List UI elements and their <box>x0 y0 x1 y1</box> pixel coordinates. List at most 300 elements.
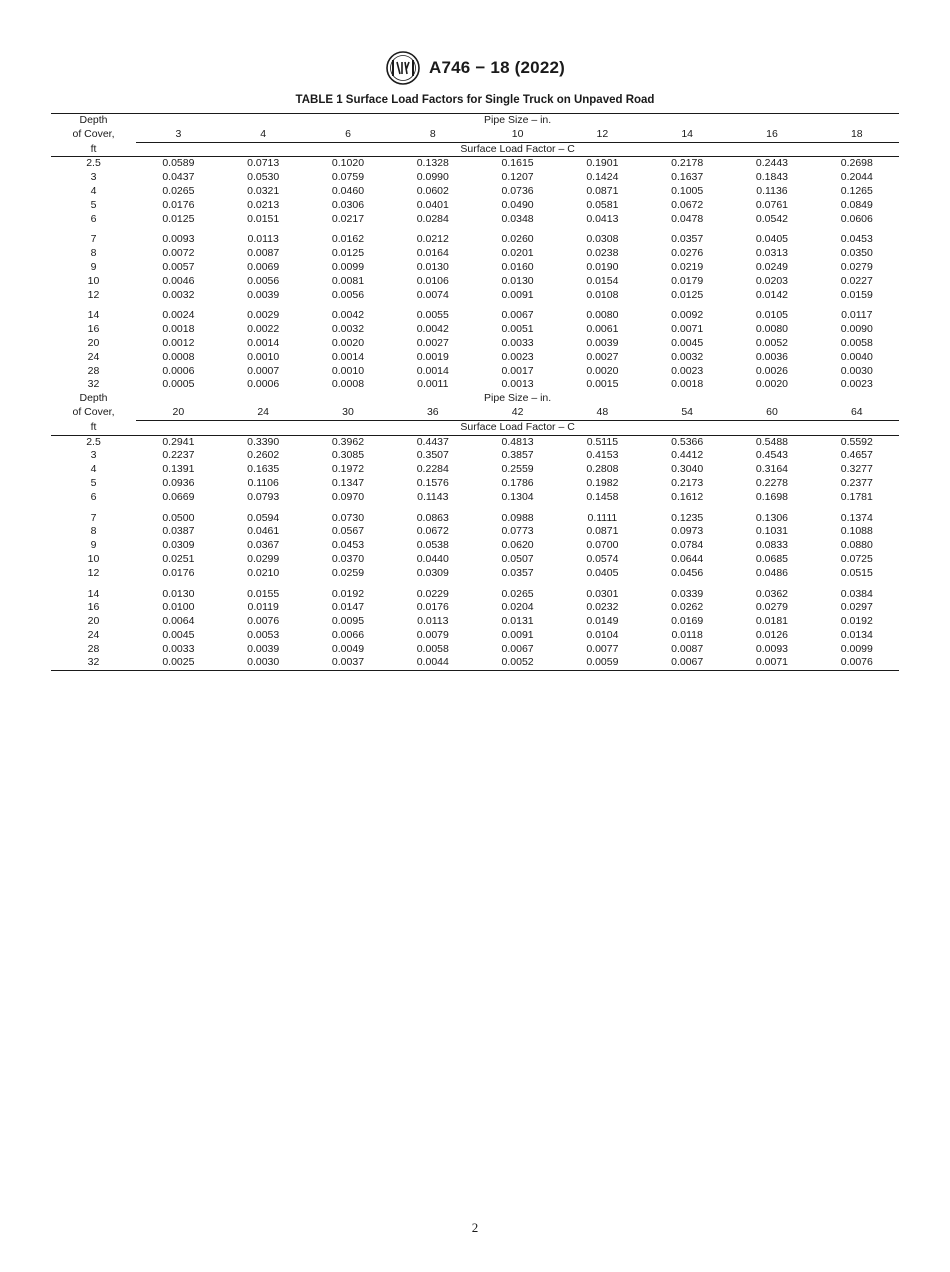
load-factor-cell: 0.0217 <box>331 212 365 225</box>
load-factor-cell: 0.0033 <box>162 642 195 655</box>
load-factor-cell: 0.0602 <box>416 184 449 197</box>
load-factor-cell: 0.0099 <box>840 642 873 655</box>
load-factor-cell: 0.0010 <box>331 364 365 377</box>
load-factor-cell: 0.0265 <box>501 587 534 600</box>
table-row <box>51 185 899 199</box>
load-factor-cell: 0.0761 <box>755 198 789 211</box>
load-factor-cell: 0.0574 <box>586 552 619 565</box>
load-factor-cell: 0.0091 <box>501 628 534 641</box>
depth-cell: 24 <box>87 628 100 641</box>
depth-cell: 4 <box>90 463 97 476</box>
load-factor-cell: 0.0313 <box>755 247 789 260</box>
load-factor-cell: 0.1136 <box>756 184 788 197</box>
group-spacer <box>51 581 899 588</box>
load-factor-cell: 0.0348 <box>501 212 534 225</box>
load-factor-cell: 0.0142 <box>755 288 789 301</box>
load-factor-cell: 0.1328 <box>416 157 449 170</box>
load-factor-cell: 0.0151 <box>247 212 280 225</box>
load-factor-cell: 0.0713 <box>247 157 280 170</box>
load-factor-cell: 0.3085 <box>331 449 365 462</box>
load-factor-cell: 0.1612 <box>671 490 704 503</box>
pipe-size-header: 12 <box>560 128 645 142</box>
load-factor-cell: 0.0880 <box>840 539 873 552</box>
load-factor-cell: 0.0005 <box>162 378 195 391</box>
load-factor-cell: 0.0773 <box>501 525 534 538</box>
load-factor-cell: 0.0453 <box>331 539 365 552</box>
load-factor-cell: 0.1615 <box>501 157 534 170</box>
stub-heading-depth: Depth <box>51 114 136 128</box>
load-factor-cell: 0.0087 <box>247 247 280 260</box>
depth-cell: 16 <box>87 601 100 614</box>
load-factor-cell: 0.0542 <box>755 212 789 225</box>
load-factor-cell: 0.0008 <box>162 350 195 363</box>
table-row <box>51 449 899 463</box>
load-factor-cell: 0.0276 <box>671 247 704 260</box>
load-factor-cell: 0.1843 <box>755 171 789 184</box>
table-row <box>51 539 899 553</box>
depth-cell: 7 <box>90 511 97 524</box>
depth-cell: 16 <box>87 323 100 336</box>
load-factor-cell: 0.0507 <box>501 552 534 565</box>
load-factor-cell: 0.0014 <box>331 350 365 363</box>
load-factor-cell: 0.0164 <box>416 247 449 260</box>
depth-cell: 12 <box>87 566 100 579</box>
header-row-pipe-size <box>51 392 899 406</box>
load-factor-cell: 0.0037 <box>306 656 391 670</box>
load-factor-cell: 0.0126 <box>755 628 789 641</box>
load-factor-cell: 0.0033 <box>501 336 534 349</box>
load-factor-cell: 0.0027 <box>586 350 619 363</box>
table-row <box>51 615 899 629</box>
load-factor-cell: 0.0039 <box>247 642 280 655</box>
load-factor-cell: 0.0160 <box>501 260 534 273</box>
load-factor-cell: 0.0039 <box>247 288 280 301</box>
table-title: TABLE 1 Surface Load Factors for Single Truck on Unpaved Road <box>295 94 655 106</box>
load-factor-cell: 0.0260 <box>501 233 534 246</box>
load-factor-cell: 0.0460 <box>331 184 365 197</box>
load-factor-cell: 0.0833 <box>755 539 789 552</box>
load-factor-cell: 0.0042 <box>416 323 449 336</box>
table-row <box>51 309 899 323</box>
load-factor-cell: 0.1576 <box>416 476 449 489</box>
load-factor-cell: 0.1111 <box>587 511 618 524</box>
depth-cell: 9 <box>90 260 97 273</box>
load-factor-cell: 0.0130 <box>162 587 195 600</box>
load-factor-cell: 0.0052 <box>755 336 789 349</box>
load-factor-cell: 0.0019 <box>416 350 449 363</box>
load-factor-cell: 0.2559 <box>501 463 534 476</box>
load-factor-cell: 0.0058 <box>840 336 873 349</box>
load-factor-cell: 0.0051 <box>501 323 534 336</box>
table-row <box>51 261 899 275</box>
load-factor-cell: 0.0321 <box>247 184 280 197</box>
load-factor-cell: 0.1698 <box>755 490 789 503</box>
load-factor-cell: 0.0067 <box>645 656 730 670</box>
table-row <box>51 477 899 491</box>
load-factor-cell: 0.0081 <box>331 274 365 287</box>
load-factor-cell: 0.4412 <box>671 449 704 462</box>
load-factor-cell: 0.1106 <box>247 476 279 489</box>
load-factor-cell: 0.0370 <box>331 552 365 565</box>
load-factor-cell: 0.0015 <box>586 378 619 391</box>
load-factor-cell: 0.0018 <box>162 323 195 336</box>
load-factor-cell: 0.0039 <box>586 336 619 349</box>
load-factor-cell: 0.0117 <box>841 309 873 322</box>
load-factor-cell: 0.0036 <box>755 350 789 363</box>
load-factor-cell: 0.0478 <box>671 212 704 225</box>
header-row-load-factor <box>51 420 899 435</box>
load-factor-cell: 0.0401 <box>416 198 449 211</box>
load-factor-cell: 0.0190 <box>586 260 619 273</box>
load-factor-cell: 0.2173 <box>671 476 704 489</box>
load-factor-cell: 0.0071 <box>730 656 815 670</box>
load-factor-cell: 0.0030 <box>840 364 873 377</box>
load-factor-cell: 0.0032 <box>162 288 195 301</box>
load-factor-cell: 0.0700 <box>586 539 619 552</box>
load-factor-cell: 0.0357 <box>501 566 534 579</box>
depth-cell: 6 <box>90 490 97 503</box>
table-row <box>51 233 899 247</box>
load-factor-cell: 0.0530 <box>247 171 280 184</box>
load-factor-cell: 0.0072 <box>162 247 195 260</box>
load-factor-cell: 0.0130 <box>501 274 534 287</box>
load-factor-cell: 0.0339 <box>671 587 704 600</box>
load-factor-cell: 0.0059 <box>560 656 645 670</box>
load-factor-cell: 0.0309 <box>162 539 195 552</box>
load-factor-cell: 0.1982 <box>586 476 619 489</box>
load-factor-cell: 0.0299 <box>247 552 280 565</box>
group-spacer-cell <box>51 505 899 512</box>
load-factor-cell: 0.0249 <box>755 260 789 273</box>
load-factor-cell: 0.0725 <box>840 552 873 565</box>
table-row <box>51 601 899 615</box>
stub-heading-cover: of Cover, <box>72 406 115 419</box>
load-factor-cell: 0.0022 <box>247 323 280 336</box>
load-factor-label: Surface Load Factor – C <box>136 420 899 435</box>
load-factor-cell: 0.2808 <box>586 463 619 476</box>
load-factor-cell: 0.0090 <box>840 323 873 336</box>
load-factor-cell: 0.0079 <box>416 628 449 641</box>
load-factor-cell: 0.0008 <box>331 378 365 391</box>
depth-cell: 2.5 <box>86 157 101 170</box>
table-row <box>51 351 899 365</box>
load-factor-cell: 0.0076 <box>814 656 899 670</box>
load-factor-cell: 0.0055 <box>416 309 449 322</box>
load-factor-cell: 0.2237 <box>162 449 195 462</box>
load-factor-cell: 0.0064 <box>162 615 195 628</box>
depth-cell: 20 <box>87 615 100 628</box>
load-factor-cell: 0.1635 <box>247 463 280 476</box>
load-factor-cell: 0.0232 <box>586 601 619 614</box>
pipe-size-header: 3 <box>136 128 221 142</box>
load-factor-cell: 0.0093 <box>162 233 195 246</box>
depth-cell: 28 <box>87 642 100 655</box>
load-factor-cell: 0.4543 <box>755 449 789 462</box>
header-row-sizes <box>51 406 899 420</box>
group-spacer <box>51 505 899 512</box>
load-factor-cell: 0.0108 <box>586 288 619 301</box>
load-factor-cell: 0.0308 <box>586 233 619 246</box>
depth-cell: 32 <box>87 378 100 391</box>
table-row <box>51 588 899 602</box>
load-factor-cell: 0.1786 <box>501 476 534 489</box>
load-factor-cell: 0.0229 <box>416 587 449 600</box>
load-factor-cell: 0.1424 <box>586 171 619 184</box>
load-factor-cell: 0.4153 <box>586 449 619 462</box>
depth-cell: 6 <box>90 212 97 225</box>
pipe-size-header: 42 <box>475 406 560 420</box>
depth-cell: 8 <box>90 525 97 538</box>
load-factor-cell: 0.1306 <box>755 511 789 524</box>
load-factor-cell: 0.0056 <box>331 288 365 301</box>
table-row <box>51 289 899 303</box>
pipe-size-header: 8 <box>390 128 475 142</box>
group-spacer-cell <box>51 302 899 309</box>
load-factor-cell: 0.0297 <box>840 601 873 614</box>
load-factor-cell: 0.0973 <box>671 525 704 538</box>
load-factor-cell: 0.0095 <box>331 615 365 628</box>
load-factor-cell: 0.3164 <box>755 463 789 476</box>
load-factor-cell: 0.0594 <box>247 511 280 524</box>
load-factor-cell: 0.0046 <box>162 274 195 287</box>
depth-cell: 7 <box>90 233 97 246</box>
load-factor-cell: 0.0203 <box>755 274 789 287</box>
load-factor-cell: 0.0970 <box>331 490 365 503</box>
load-factor-cell: 0.0020 <box>331 336 365 349</box>
load-factor-cell: 0.4813 <box>501 435 534 448</box>
pipe-size-header: 18 <box>814 128 899 142</box>
load-factor-cell: 0.0669 <box>162 490 195 503</box>
load-factor-cell: 0.0456 <box>671 566 704 579</box>
load-factor-cell: 0.0988 <box>501 511 534 524</box>
load-factor-cell: 0.0147 <box>331 601 365 614</box>
header-row-pipe-size <box>51 114 899 128</box>
depth-cell: 5 <box>90 198 97 211</box>
load-factor-cell: 0.0606 <box>840 212 873 225</box>
load-factor-cell: 0.0581 <box>586 198 619 211</box>
load-factor-cell: 0.0080 <box>755 323 789 336</box>
depth-cell: 5 <box>90 476 97 489</box>
load-factor-cell: 0.0042 <box>331 309 365 322</box>
load-factor-cell: 0.0279 <box>755 601 789 614</box>
load-factor-cell: 0.5488 <box>755 435 789 448</box>
pipe-size-header: 6 <box>306 128 391 142</box>
load-factor-cell: 0.0309 <box>416 566 449 579</box>
depth-cell: 12 <box>87 288 100 301</box>
load-factor-cell: 0.0074 <box>416 288 449 301</box>
load-factor-cell: 0.0106 <box>416 274 449 287</box>
header-row-sizes <box>51 128 899 142</box>
load-factor-cell: 0.0262 <box>671 601 704 614</box>
table-row <box>51 643 899 657</box>
table-row <box>51 629 899 643</box>
load-factor-cell: 0.0134 <box>840 628 873 641</box>
table-row <box>51 337 899 351</box>
load-factor-cell: 0.1031 <box>755 525 789 538</box>
load-factor-cell: 0.5366 <box>671 435 704 448</box>
group-spacer <box>51 226 899 233</box>
load-factor-cell: 0.0219 <box>671 260 704 273</box>
load-factor-cell: 0.1637 <box>671 171 704 184</box>
load-factor-cell: 0.0052 <box>475 656 560 670</box>
load-factor-cell: 0.0990 <box>416 171 449 184</box>
load-factor-cell: 0.0045 <box>671 336 704 349</box>
load-factor-cell: 0.0486 <box>755 566 789 579</box>
load-factor-cell: 0.0026 <box>755 364 789 377</box>
load-factor-cell: 0.0025 <box>136 656 221 670</box>
astm-logo-icon <box>385 50 421 86</box>
load-factor-cell: 0.0011 <box>417 378 449 391</box>
load-factor-cell: 0.0192 <box>840 615 873 628</box>
load-factor-cell: 0.0644 <box>671 552 704 565</box>
load-factor-cell: 0.0006 <box>162 364 195 377</box>
load-factor-cell: 0.2941 <box>162 435 195 448</box>
load-factor-cell: 0.1347 <box>331 476 365 489</box>
load-factor-cell: 0.2278 <box>755 476 789 489</box>
load-factor-cell: 0.0265 <box>162 184 195 197</box>
load-factor-cell: 0.0006 <box>247 378 280 391</box>
load-factor-cell: 0.1020 <box>331 157 365 170</box>
depth-cell: 24 <box>87 350 100 363</box>
load-factor-cell: 0.1901 <box>586 157 619 170</box>
load-factor-cell: 0.0067 <box>501 309 534 322</box>
depth-cell: 20 <box>87 336 100 349</box>
load-factor-cell: 0.0061 <box>586 323 619 336</box>
pipe-size-header: 48 <box>560 406 645 420</box>
depth-cell: 3 <box>90 171 97 184</box>
load-factor-cell: 0.1391 <box>162 463 195 476</box>
load-factor-cell: 0.0730 <box>331 511 365 524</box>
header-row-load-factor <box>51 142 899 157</box>
table-row <box>51 491 899 505</box>
load-factor-cell: 0.1207 <box>501 171 534 184</box>
load-factor-cell: 0.1972 <box>331 463 365 476</box>
load-factor-cell: 0.1235 <box>671 511 704 524</box>
load-factor-cell: 0.0091 <box>501 288 534 301</box>
load-factor-cell: 0.0149 <box>586 615 619 628</box>
load-factor-cell: 0.0500 <box>162 511 195 524</box>
load-factor-cell: 0.0105 <box>755 309 789 322</box>
load-factor-cell: 0.1304 <box>501 490 534 503</box>
table-body <box>51 114 899 671</box>
load-factor-cell: 0.0405 <box>586 566 619 579</box>
load-factor-cell: 0.0155 <box>247 587 280 600</box>
depth-cell: 2.5 <box>86 435 101 448</box>
stub-heading-ft: ft <box>51 420 136 435</box>
load-factor-cell: 0.0024 <box>162 309 195 322</box>
load-factor-cell: 0.0279 <box>840 260 873 273</box>
load-factor-cell: 0.0212 <box>416 233 449 246</box>
load-factor-cell: 0.0871 <box>586 184 619 197</box>
load-factor-cell: 0.0357 <box>671 233 704 246</box>
load-factor-cell: 0.0010 <box>247 350 280 363</box>
load-factor-cell: 0.0032 <box>671 350 704 363</box>
load-factor-cell: 0.0018 <box>671 378 704 391</box>
table-row <box>51 512 899 526</box>
load-factor-cell: 0.0067 <box>501 642 534 655</box>
load-factor-cell: 0.1781 <box>840 490 873 503</box>
load-factor-cell: 0.2698 <box>840 157 873 170</box>
load-factor-cell: 0.0014 <box>416 364 449 377</box>
depth-cell: 32 <box>51 656 136 670</box>
pipe-size-header: 16 <box>730 128 815 142</box>
load-factor-cell: 0.0672 <box>671 198 704 211</box>
load-factor-cell: 0.0362 <box>755 587 789 600</box>
load-factor-cell: 0.0045 <box>162 628 195 641</box>
pipe-size-header: 30 <box>306 406 391 420</box>
table-row <box>51 275 899 289</box>
group-spacer-cell <box>51 581 899 588</box>
load-factor-cell: 0.0793 <box>247 490 280 503</box>
load-factor-cell: 0.0076 <box>247 615 280 628</box>
load-factor-cell: 0.0027 <box>416 336 449 349</box>
pipe-size-header: 4 <box>221 128 306 142</box>
table-row <box>51 656 899 670</box>
load-factor-cell: 0.0192 <box>331 587 365 600</box>
load-factor-cell: 0.0007 <box>247 364 280 377</box>
depth-cell: 10 <box>87 552 100 565</box>
load-factor-cell: 0.0032 <box>331 323 365 336</box>
load-factor-cell: 0.0413 <box>586 212 619 225</box>
depth-cell: 14 <box>87 587 100 600</box>
load-factor-cell: 0.5115 <box>586 435 619 448</box>
load-factor-cell: 0.0176 <box>162 566 195 579</box>
depth-cell: 9 <box>90 539 97 552</box>
load-factor-cell: 0.0077 <box>586 642 619 655</box>
load-factor-cell: 0.0154 <box>586 274 619 287</box>
load-factor-cell: 0.0131 <box>501 615 534 628</box>
page-number: 2 <box>471 1220 479 1235</box>
load-factor-cell: 0.0020 <box>755 378 789 391</box>
load-factor-cell: 0.0759 <box>331 171 365 184</box>
load-factor-cell: 0.0080 <box>586 309 619 322</box>
load-factor-cell: 0.0040 <box>840 350 873 363</box>
pipe-size-header: 14 <box>645 128 730 142</box>
load-factor-cell: 0.1005 <box>671 184 704 197</box>
load-factor-cell: 0.2602 <box>247 449 280 462</box>
load-factor-cell: 0.0201 <box>501 247 534 260</box>
load-factor-cell: 0.0012 <box>162 336 195 349</box>
load-factor-cell: 0.0023 <box>671 364 704 377</box>
load-factor-cell: 0.0169 <box>671 615 704 628</box>
load-factor-cell: 0.0044 <box>390 656 475 670</box>
load-factor-cell: 0.3277 <box>840 463 873 476</box>
load-factor-cell: 0.0620 <box>501 539 534 552</box>
load-factor-cell: 0.0306 <box>331 198 365 211</box>
load-factor-cell: 0.0125 <box>162 212 195 225</box>
load-factor-cell: 0.0069 <box>247 260 280 273</box>
document-designation: A746 − 18 (2022) <box>429 58 565 77</box>
depth-cell: 10 <box>87 274 100 287</box>
load-factor-cell: 0.0066 <box>331 628 365 641</box>
load-factor-cell: 0.0453 <box>840 233 873 246</box>
load-factor-cell: 0.3857 <box>501 449 534 462</box>
load-factor-cell: 0.0387 <box>162 525 195 538</box>
load-factor-cell: 0.0367 <box>247 539 280 552</box>
load-factor-cell: 0.5592 <box>840 435 873 448</box>
pipe-size-label: Pipe Size – in. <box>136 114 899 128</box>
load-factor-cell: 0.0159 <box>840 288 873 301</box>
load-factor-cell: 0.0113 <box>417 615 449 628</box>
load-factor-cell: 0.0014 <box>247 336 280 349</box>
load-factor-cell: 0.0087 <box>671 642 704 655</box>
load-factor-cell: 0.1088 <box>840 525 873 538</box>
stub-heading-depth: Depth <box>79 392 108 405</box>
depth-cell: 8 <box>90 247 97 260</box>
load-factor-cell: 0.0784 <box>671 539 704 552</box>
pipe-size-header: 24 <box>221 406 306 420</box>
table-row <box>51 199 899 213</box>
